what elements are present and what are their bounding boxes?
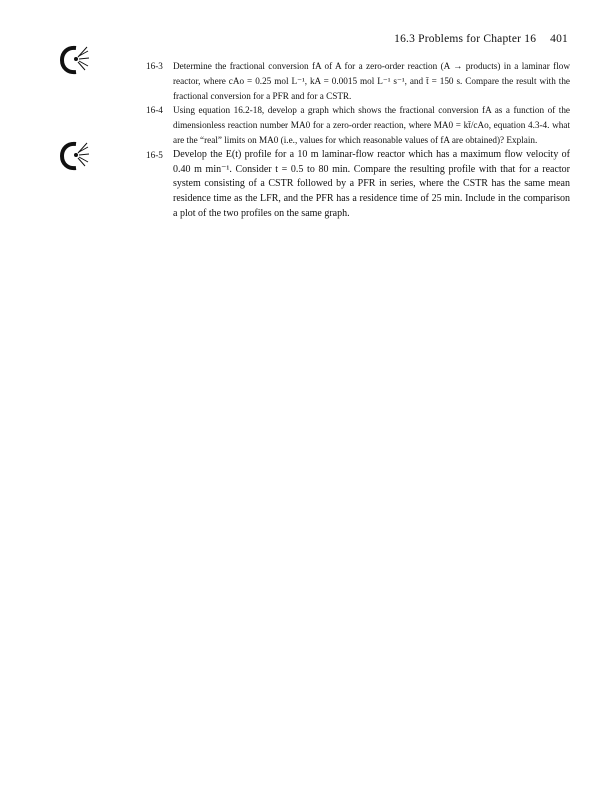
problem-list	[146, 59, 570, 222]
problem-16-3	[146, 59, 570, 103]
running-head-title: 16.3 Problems for Chapter 16	[394, 33, 537, 45]
problem-number: 16-4	[146, 105, 163, 116]
problem-number: 16-5	[146, 149, 163, 160]
page-number: 401	[550, 33, 568, 45]
problem-text: Determine the fractional conversion fA of A for a zero-order reaction (A → products) in a laminar flow reactor, where cAo = 0.25 mol L⁻¹, kA = 0.0015 mol L⁻¹ s⁻¹, and t̄ = 150 s. Compare the result with the fractional conversion for a PFR and for a CSTR.	[173, 61, 570, 101]
problem-number: 16-3	[146, 61, 163, 71]
computer-problem-icon	[60, 140, 90, 172]
problem-text: Develop the E(t) profile for a 10 m laminar-flow reactor which has a maximum flow velocity of 0.40 m min⁻¹. Consider t = 0.5 to 80 min. Compare the resulting profile with that for a reactor system consisting of a CSTR followed by a PFR in series, where the CSTR has the same mean residence time as the LFR, and the PFR has a residence time of 25 min. Include in the comparison a plot of the two profiles on the same graph.	[173, 148, 570, 219]
problem-text: Using equation 16.2-18, develop a graph which shows the fractional conversion fA as a function of the dimensionless reaction number MA0 for a zero-order reaction, where MA0 = kt̄/cAo, equation 4.3-4. what are the “real” limits on MA0 (i.e., values for which reasonable values of fA are obtained)? Explain.	[173, 105, 570, 145]
problem-16-5	[146, 148, 570, 222]
problem-16-4	[146, 103, 570, 147]
computer-problem-icon-glyph	[60, 140, 90, 172]
computer-problem-icon-glyph	[60, 44, 90, 76]
computer-problem-icon	[60, 44, 90, 76]
page-header	[394, 33, 568, 45]
